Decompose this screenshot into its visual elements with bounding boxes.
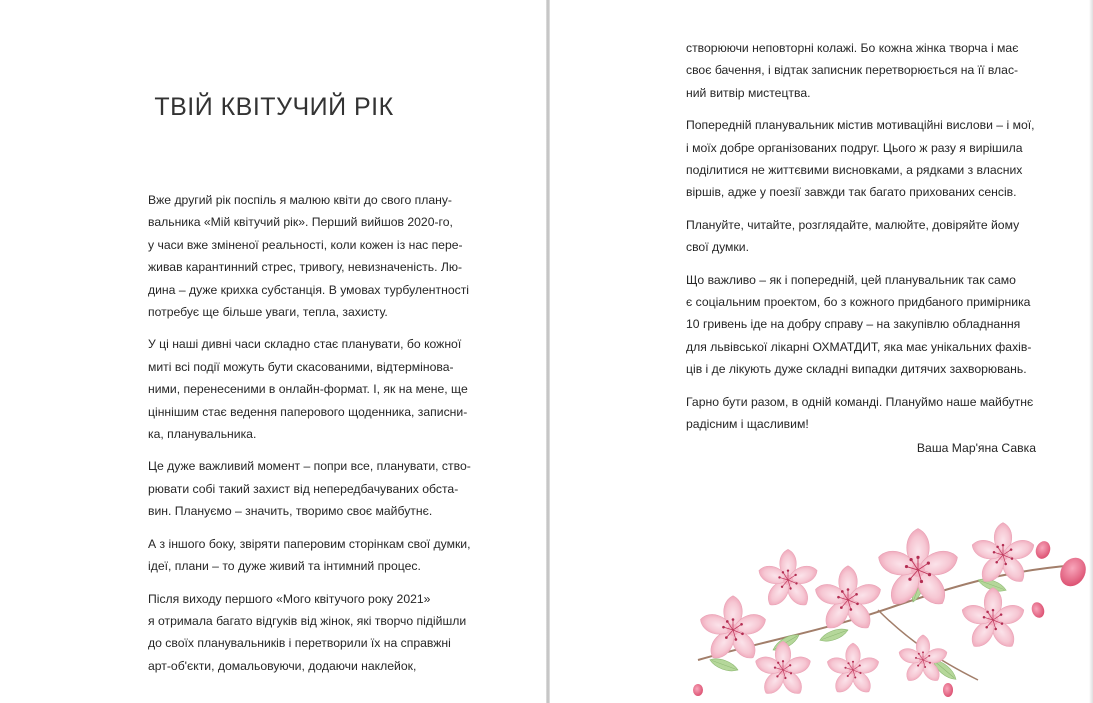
text-line: є соціальним проектом, бо з кожного придбаного примірника (686, 295, 1031, 310)
text-line: 10 гривень іде на добру справу – на закупівлю обладнання (686, 317, 1021, 332)
signature: Ваша Мар'яна Савка (916, 441, 1036, 455)
text-line: радісним і щасливим! (686, 417, 809, 432)
text-line: і моїх добре організованих подруг. Цього ж разу я вирішила (686, 140, 1023, 155)
text-line: до своїх планувальників і перетворили їх на справжні (148, 636, 451, 651)
text-line: у часи вже зміненої реальності, коли кожен із нас пере- (148, 237, 463, 252)
text-line: ка, планувальника. (148, 427, 257, 442)
text-line: ний витвір мистецтва. (686, 85, 811, 100)
text-line: У ці наші дивні часи складно стає планувати, бо кожної (148, 337, 462, 352)
text-line: А з іншого боку, звіряти паперовим сторінкам свої думки, (148, 536, 471, 551)
text-line: для львівської лікарні ОХМАТДИТ, яка має унікальних фахів- (686, 339, 1032, 354)
text-line: дина – дуже крихка субстанція. В умовах турбулентності (148, 282, 469, 297)
text-line: Плануйте, читайте, розглядайте, малюйте, довіряйте йому (686, 217, 1020, 232)
text-line: Гарно бути разом, в одній команді. Плануймо наше майбутнє (686, 394, 1034, 409)
text-line: створюючи неповторні колажі. Бо кожна жінка творча і має (686, 41, 1019, 55)
text-line: ними, перенесеними в онлайн-формат. І, як на мене, ще (148, 382, 468, 397)
text-line: своє бачення, і відтак записник перетворюється на її влас- (686, 63, 1019, 78)
paragraph (148, 533, 482, 578)
text-line: арт-об'єкти, домальовуючи, додаючи наклейок, (148, 658, 417, 673)
text-line: Що важливо – як і попередній, цей планувальник так само (686, 272, 1016, 287)
text-line: живав карантинний стрес, тривогу, невизначеність. Лю- (148, 260, 463, 275)
text-line: потребує ще більше уваги, тепла, захисту. (148, 305, 388, 320)
signature-block (686, 433, 1038, 459)
right-page-text (686, 37, 1038, 446)
paragraph (148, 189, 482, 323)
text-line: Попередній планувальник містив мотиваційні вислови – і мої, (686, 118, 1035, 133)
paragraph (686, 114, 1038, 204)
right-page (550, 0, 1093, 703)
text-line: вальника «Мій квітучий рік». Перший вийшов 2020-го, (148, 215, 453, 230)
text-line: вин. Плануємо – значить, творимо своє майбутнє. (148, 504, 433, 519)
text-line: Після виходу першого «Мого квітучого року 2021» (148, 591, 431, 606)
page-title: ТВІЙ КВІТУЧИЙ РІК (154, 93, 394, 121)
paragraph (686, 269, 1038, 381)
paragraph (686, 214, 1038, 259)
text-line: ідеї, плани – то дуже живий та інтимний процес. (148, 559, 421, 574)
text-line: ціннішим стає ведення паперового щоденника, записни- (148, 404, 468, 419)
text-line: Вже другий рік поспіль я малюю квіти до свого плану- (148, 193, 452, 207)
text-line: Це дуже важливий момент – попри все, планувати, ство- (148, 459, 471, 474)
text-line: поділитися не життєвими висновками, а рядками з власних (686, 163, 1023, 178)
paragraph (686, 37, 1038, 104)
text-line: я отримала багато відгуків від жінок, які творчо підійшли (148, 613, 467, 628)
text-line: миті всі події можуть бути скасованими, відтермінова- (148, 359, 454, 374)
paragraph (148, 455, 482, 522)
paragraph (686, 391, 1038, 436)
text-line: рювати собі такий захист від непередбачуваних обста- (148, 481, 459, 496)
paragraph (148, 333, 482, 445)
paragraph (148, 588, 482, 678)
cherry-blossom-illustration-icon (678, 510, 1093, 703)
text-line: ців і де лікують дуже складні випадки дитячих захворювань. (686, 362, 1027, 377)
text-line: свої думки. (686, 240, 749, 255)
left-page-text (148, 189, 482, 687)
text-line: віршів, адже у поезії завжди так багато прихованих сенсів. (686, 185, 1017, 200)
page-edge (1089, 0, 1093, 703)
